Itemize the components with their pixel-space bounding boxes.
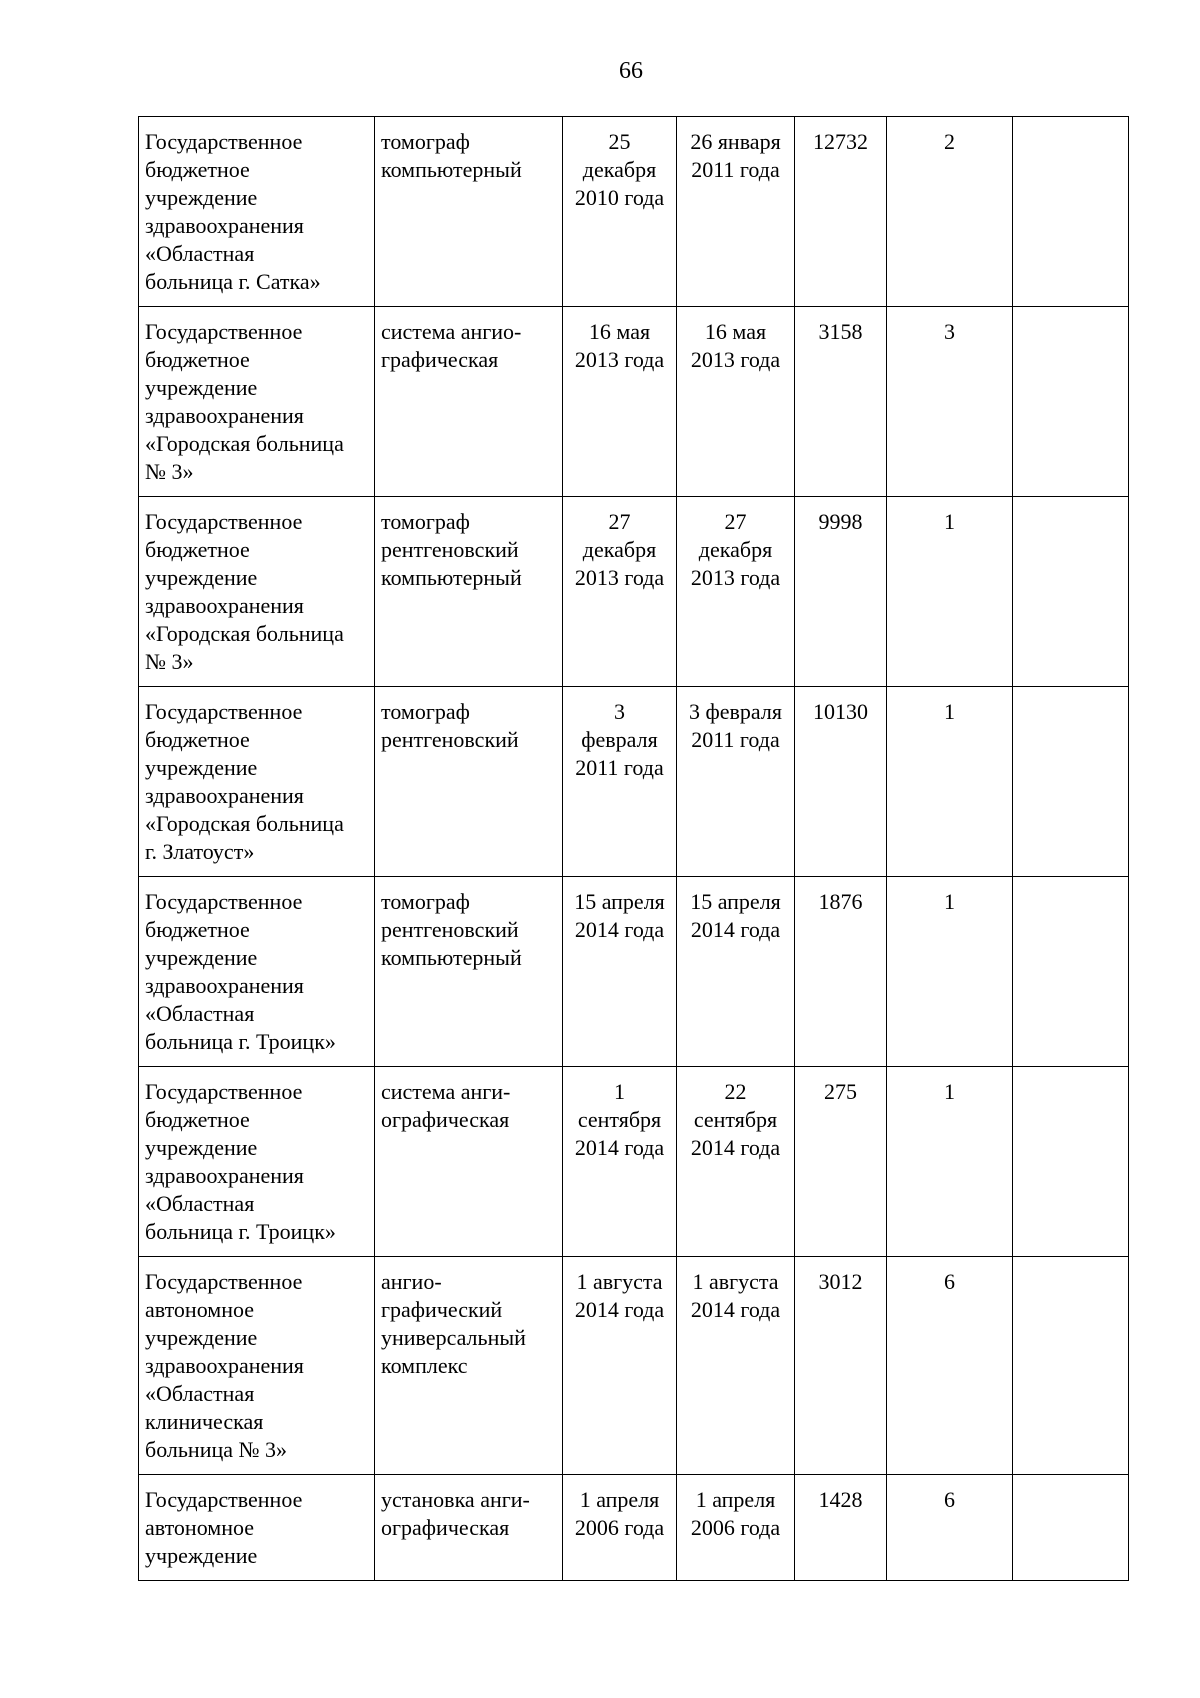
note-cell: [1013, 687, 1129, 877]
quantity-cell: 3: [887, 307, 1013, 497]
equipment-cell: томограф рентгеновский компьютерный: [375, 877, 563, 1067]
count-cell: 3158: [795, 307, 887, 497]
note-cell: [1013, 497, 1129, 687]
equipment-cell: система ангио- графическая: [375, 307, 563, 497]
note-cell: [1013, 1067, 1129, 1257]
quantity-cell: 6: [887, 1257, 1013, 1475]
org-cell: Государственное бюджетное учреждение здравоохранения «Областная больница г. Сатка»: [139, 117, 375, 307]
table-row: [139, 1475, 1129, 1581]
count-cell: 1876: [795, 877, 887, 1067]
quantity-cell: 1: [887, 687, 1013, 877]
quantity-cell: 2: [887, 117, 1013, 307]
quantity-cell: 1: [887, 877, 1013, 1067]
end-date-cell: 27 декабря 2013 года: [677, 497, 795, 687]
org-cell: Государственное автономное учреждение здравоохранения «Областная клиническая больница № 3»: [139, 1257, 375, 1475]
start-date-cell: 25 декабря 2010 года: [563, 117, 677, 307]
count-cell: 9998: [795, 497, 887, 687]
equipment-cell: томограф компьютерный: [375, 117, 563, 307]
start-date-cell: 1 августа 2014 года: [563, 1257, 677, 1475]
start-date-cell: 1 апреля 2006 года: [563, 1475, 677, 1581]
quantity-cell: 1: [887, 497, 1013, 687]
start-date-cell: 15 апреля 2014 года: [563, 877, 677, 1067]
note-cell: [1013, 307, 1129, 497]
end-date-cell: 22 сентября 2014 года: [677, 1067, 795, 1257]
end-date-cell: 3 февраля 2011 года: [677, 687, 795, 877]
count-cell: 3012: [795, 1257, 887, 1475]
start-date-cell: 16 мая 2013 года: [563, 307, 677, 497]
note-cell: [1013, 877, 1129, 1067]
org-cell: Государственное бюджетное учреждение здравоохранения «Городская больница г. Златоуст»: [139, 687, 375, 877]
quantity-cell: 6: [887, 1475, 1013, 1581]
count-cell: 1428: [795, 1475, 887, 1581]
count-cell: 275: [795, 1067, 887, 1257]
start-date-cell: 3 февраля 2011 года: [563, 687, 677, 877]
org-cell: Государственное бюджетное учреждение здравоохранения «Городская больница № 3»: [139, 307, 375, 497]
equipment-cell: установка анги- ографическая: [375, 1475, 563, 1581]
count-cell: 12732: [795, 117, 887, 307]
table-row: [139, 117, 1129, 307]
end-date-cell: 26 января 2011 года: [677, 117, 795, 307]
page-number: 66: [619, 58, 643, 84]
equipment-cell: система анги- ографическая: [375, 1067, 563, 1257]
end-date-cell: 15 апреля 2014 года: [677, 877, 795, 1067]
end-date-cell: 1 апреля 2006 года: [677, 1475, 795, 1581]
equipment-cell: томограф рентгеновский: [375, 687, 563, 877]
table-row: [139, 307, 1129, 497]
start-date-cell: 27 декабря 2013 года: [563, 497, 677, 687]
note-cell: [1013, 1475, 1129, 1581]
end-date-cell: 16 мая 2013 года: [677, 307, 795, 497]
org-cell: Государственное бюджетное учреждение здравоохранения «Областная больница г. Троицк»: [139, 877, 375, 1067]
quantity-cell: 1: [887, 1067, 1013, 1257]
table-row: [139, 497, 1129, 687]
table-row: [139, 1067, 1129, 1257]
table-row: [139, 1257, 1129, 1475]
note-cell: [1013, 117, 1129, 307]
table-row: [139, 877, 1129, 1067]
end-date-cell: 1 августа 2014 года: [677, 1257, 795, 1475]
equipment-cell: ангио- графический универсальный комплекс: [375, 1257, 563, 1475]
table-row: [139, 687, 1129, 877]
count-cell: 10130: [795, 687, 887, 877]
start-date-cell: 1 сентября 2014 года: [563, 1067, 677, 1257]
equipment-table: [138, 116, 1129, 1581]
org-cell: Государственное бюджетное учреждение здравоохранения «Городская больница № 3»: [139, 497, 375, 687]
org-cell: Государственное бюджетное учреждение здравоохранения «Областная больница г. Троицк»: [139, 1067, 375, 1257]
equipment-cell: томограф рентгеновский компьютерный: [375, 497, 563, 687]
org-cell: Государственное автономное учреждение: [139, 1475, 375, 1581]
note-cell: [1013, 1257, 1129, 1475]
